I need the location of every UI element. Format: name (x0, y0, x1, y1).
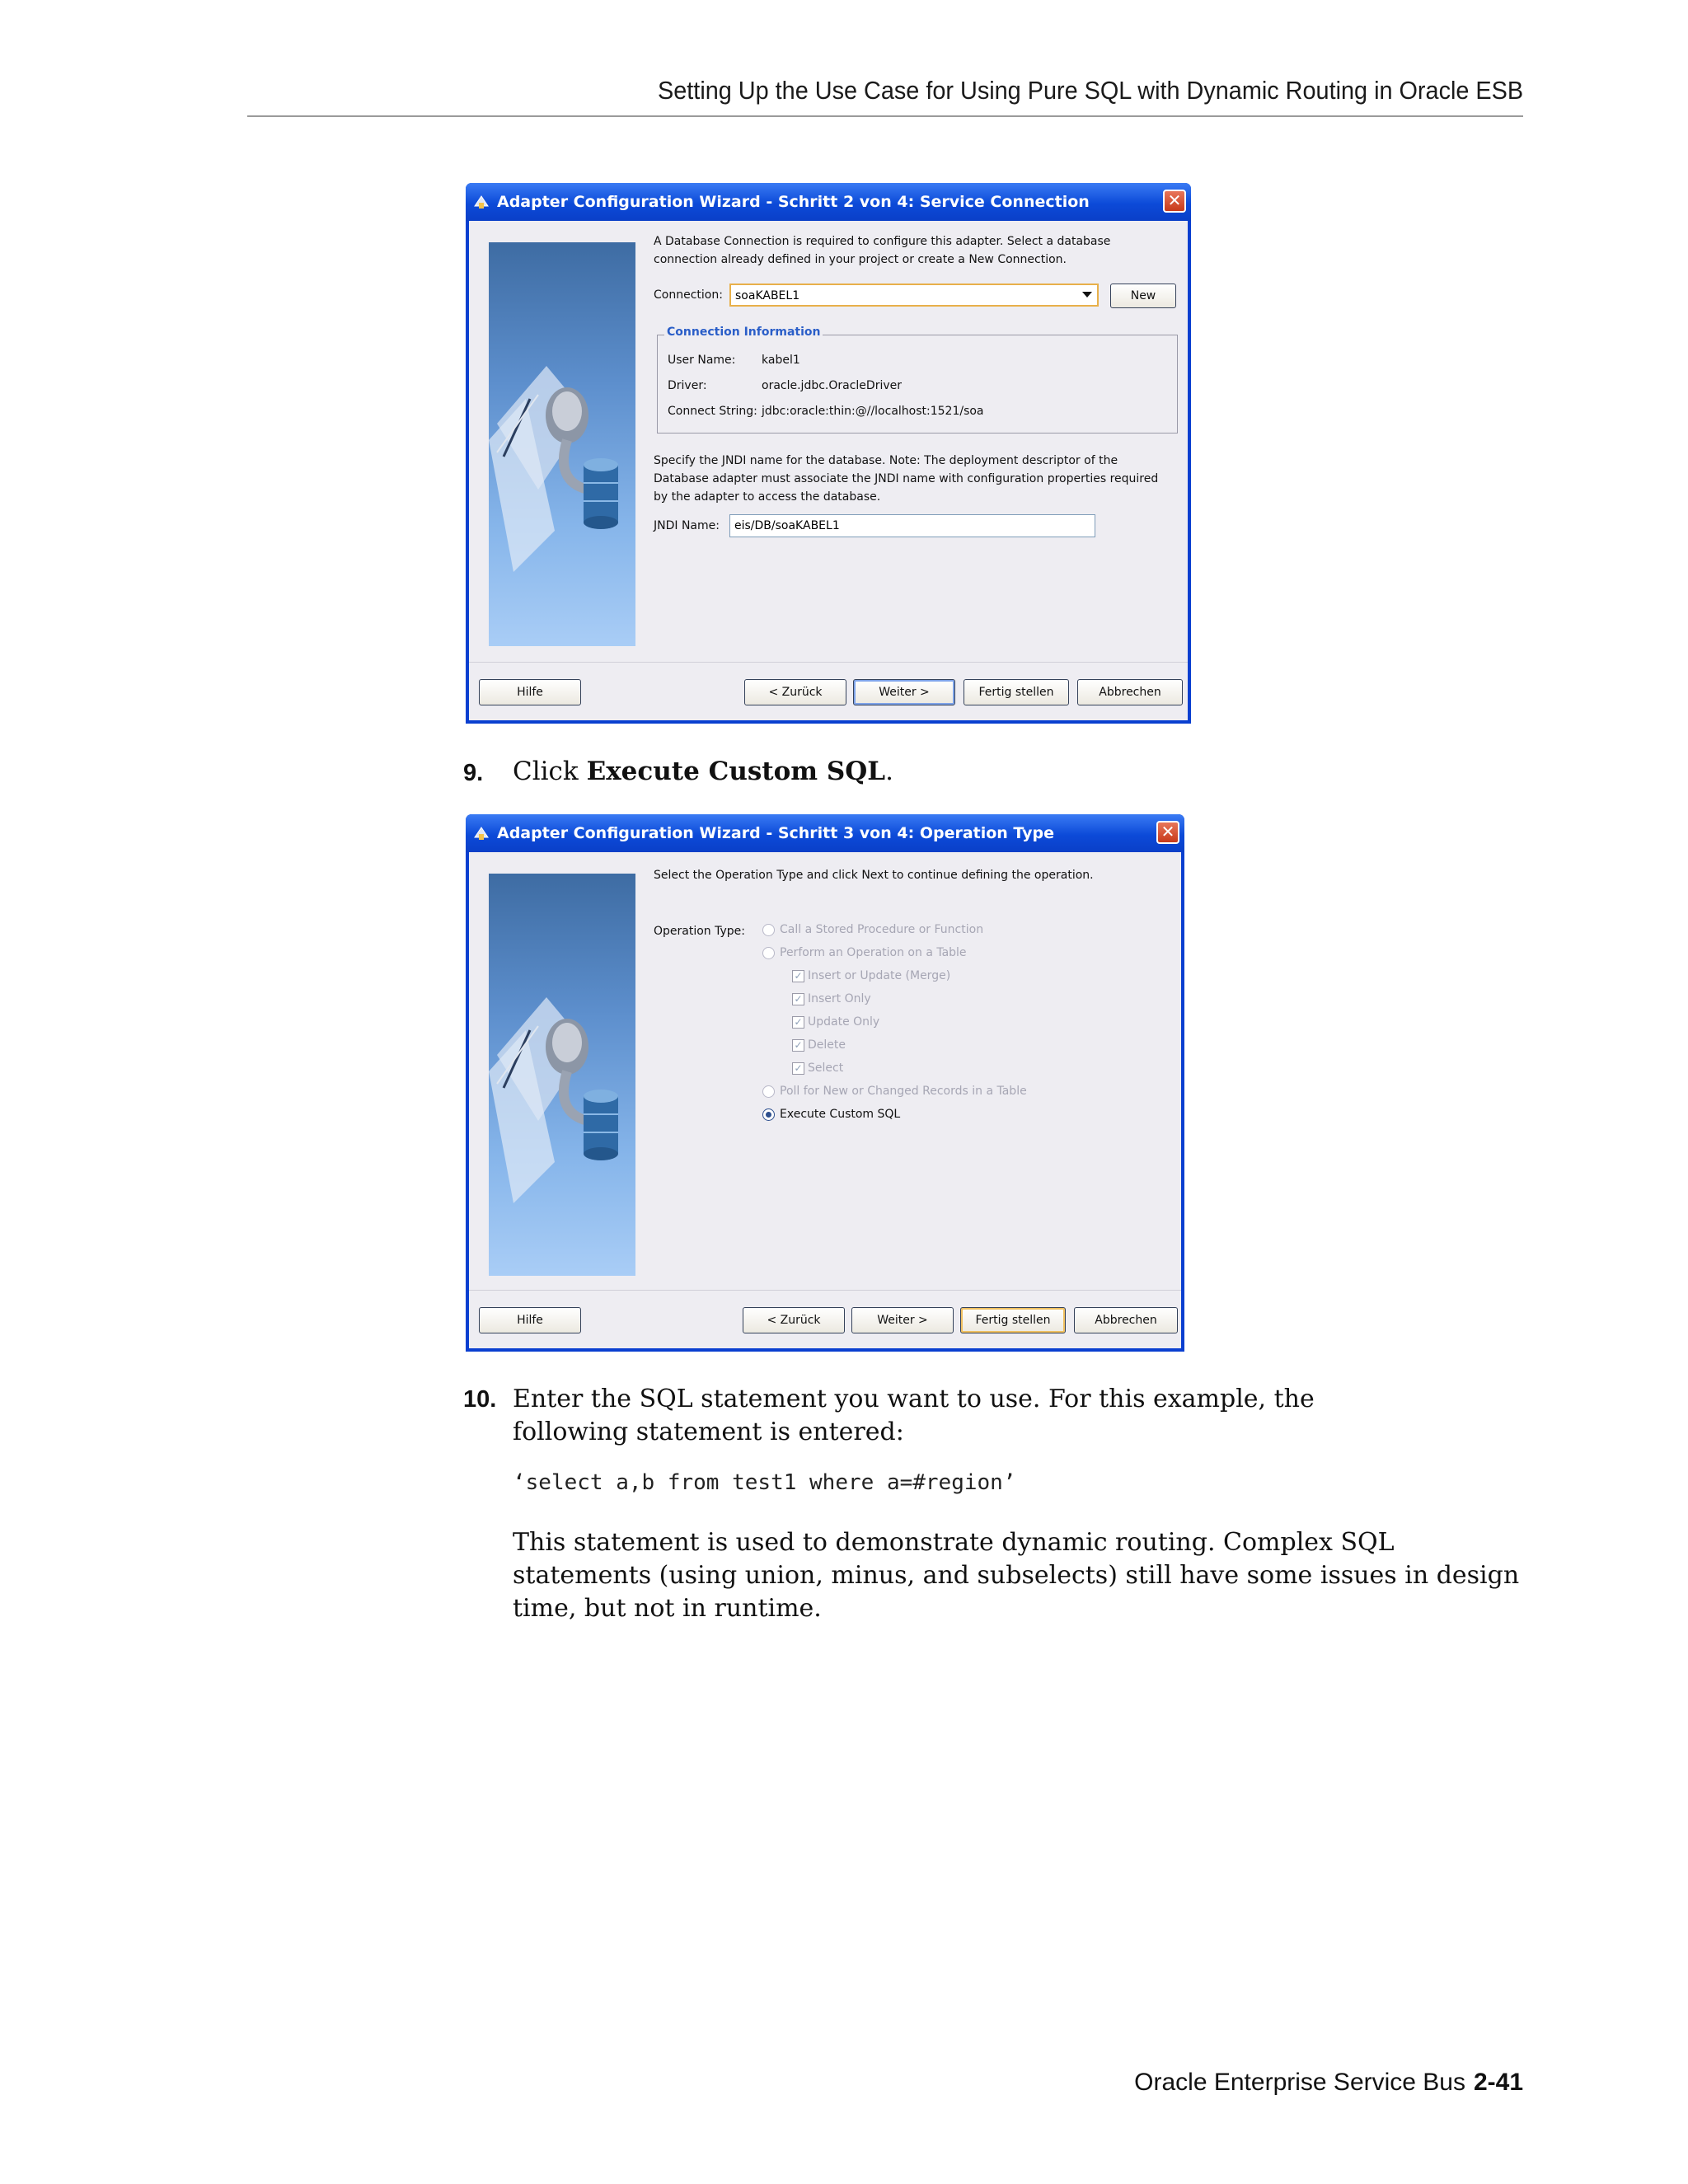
back-button[interactable]: < Zurück (743, 1307, 845, 1333)
help-button[interactable]: Hilfe (479, 1307, 581, 1333)
option-label: Call a Stored Procedure or Function (780, 923, 984, 936)
radio-button[interactable] (762, 947, 775, 959)
help-button[interactable]: Hilfe (479, 679, 581, 705)
back-button[interactable]: < Zurück (744, 679, 846, 705)
finish-button[interactable]: Fertig stellen (960, 1307, 1066, 1333)
intro-text: A Database Connection is required to configure this adapter. Select a database connection already defined in your project or create a New Connection. (654, 235, 1111, 266)
radio-stored-procedure[interactable] (762, 923, 983, 936)
username-label: User Name: (668, 354, 736, 367)
dialog-title: Adapter Configuration Wizard - Schritt 2 von 4: Service Connection (497, 193, 1090, 211)
radio-table-operation[interactable] (762, 946, 967, 959)
step-9-prefix: Click (513, 757, 587, 786)
step-10-text: Enter the SQL statement you want to use. For this example, the following statement is entered: (513, 1385, 1315, 1446)
database-plug-icon (489, 242, 635, 646)
next-button[interactable]: Weiter > (851, 1307, 954, 1333)
radio-execute-custom-sql[interactable] (762, 1108, 900, 1121)
checkbox-checked-icon[interactable]: ✓ (792, 1016, 804, 1029)
checkbox-checked-icon[interactable]: ✓ (792, 1062, 804, 1075)
option-label: Poll for New or Changed Records in a Table (780, 1085, 1027, 1098)
step-number: 10. (463, 1386, 497, 1413)
connection-info-group (657, 326, 1178, 434)
jndi-name-input[interactable]: eis/DB/soaKABEL1 (729, 514, 1095, 537)
wizard-app-icon (472, 193, 490, 211)
checkbox-update[interactable] (792, 1015, 879, 1029)
driver-label: Driver: (668, 379, 707, 392)
cancel-button[interactable]: Abbrechen (1077, 679, 1183, 705)
radio-poll[interactable] (762, 1085, 1027, 1098)
dialog-titlebar (466, 814, 1184, 852)
running-header: Setting Up the Use Case for Using Pure SQL with Dynamic Routing in Oracle ESB (657, 76, 1523, 105)
chevron-down-icon[interactable] (1082, 292, 1092, 298)
option-label: Execute Custom SQL (780, 1108, 901, 1121)
wizard-dialog-operation-type (466, 814, 1184, 1352)
option-label: Select (808, 1062, 844, 1075)
radio-button[interactable] (762, 924, 775, 936)
operation-type-label: Operation Type: (654, 925, 745, 938)
dialog-client-area (469, 221, 1188, 720)
wizard-dialog-service-connection (466, 183, 1191, 724)
step-9-suffix: . (885, 757, 893, 786)
dialog-titlebar (466, 183, 1191, 221)
wizard-side-illustration (489, 874, 635, 1276)
connect-string-value: jdbc:oracle:thin:@//localhost:1521/soa (762, 405, 984, 418)
driver-value: oracle.jdbc.OracleDriver (762, 379, 902, 392)
connection-label: Connection: (654, 288, 723, 302)
close-icon[interactable]: ✕ (1156, 821, 1179, 844)
wizard-app-icon (472, 824, 490, 842)
checkbox-checked-icon[interactable]: ✓ (792, 970, 804, 982)
connection-dropdown-value: soaKABEL1 (735, 289, 800, 302)
option-label: Update Only (808, 1015, 880, 1029)
dialog-button-bar (469, 662, 1188, 720)
database-plug-icon (489, 874, 635, 1276)
step-number: 9. (463, 760, 484, 786)
connect-string-label: Connect String: (668, 405, 757, 418)
page-number: 2-41 (1473, 2069, 1523, 2096)
dialog-button-bar (469, 1290, 1181, 1348)
footer-title: Oracle Enterprise Service Bus (1134, 2069, 1465, 2096)
connection-dropdown[interactable] (729, 284, 1099, 307)
option-label: Insert or Update (Merge) (808, 969, 951, 982)
dialog-content (654, 852, 1165, 1291)
close-icon[interactable]: ✕ (1163, 190, 1186, 213)
radio-selected-icon[interactable] (762, 1108, 775, 1121)
checkbox-insert[interactable] (792, 992, 871, 1005)
next-button[interactable]: Weiter > (853, 679, 955, 705)
option-label: Delete (808, 1038, 846, 1052)
dialog-client-area (469, 852, 1181, 1348)
new-connection-button[interactable]: New (1110, 284, 1176, 308)
intro-text: Select the Operation Type and click Next to continue defining the operation. (654, 869, 1094, 882)
dialog-content (654, 221, 1171, 663)
step-9-bold: Execute Custom SQL (586, 757, 886, 786)
sql-code-sample: ‘select a,b from test1 where a=#region’ (513, 1470, 1016, 1495)
checkbox-checked-icon[interactable]: ✓ (792, 1039, 804, 1052)
checkbox-merge[interactable] (792, 969, 950, 982)
dialog-title: Adapter Configuration Wizard - Schritt 3 von 4: Operation Type (497, 824, 1055, 842)
checkbox-checked-icon[interactable]: ✓ (792, 993, 804, 1005)
cancel-button[interactable]: Abbrechen (1074, 1307, 1178, 1333)
wizard-side-illustration (489, 242, 635, 646)
checkbox-delete[interactable] (792, 1038, 846, 1052)
finish-button[interactable]: Fertig stellen (964, 679, 1069, 705)
step-10-note: This statement is used to demonstrate dynamic routing. Complex SQL statements (using union, minus, and subselects) still have some issues in design time, but not in runtime. (513, 1528, 1520, 1623)
header-rule (247, 115, 1523, 117)
jndi-note: Specify the JNDI name for the database. Note: The deployment descriptor of the Database adapter must associate the JNDI name with configuration properties required by the adapter to access the database. (654, 454, 1159, 504)
checkbox-select[interactable] (792, 1062, 843, 1075)
option-label: Perform an Operation on a Table (780, 946, 967, 959)
group-title: Connection Information (664, 326, 823, 339)
step-9-text (513, 757, 893, 786)
option-label: Insert Only (808, 992, 871, 1005)
jndi-label: JNDI Name: (654, 519, 720, 532)
radio-button[interactable] (762, 1085, 775, 1098)
username-value: kabel1 (762, 354, 800, 367)
